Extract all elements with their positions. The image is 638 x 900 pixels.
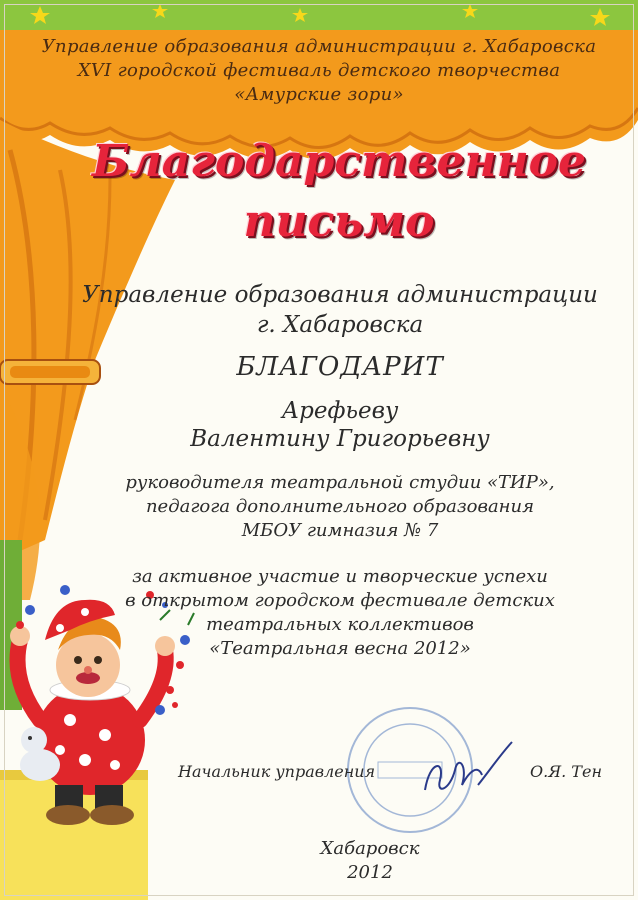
- recipient-name: Валентину Григорьевну: [190, 426, 490, 452]
- position-line-1: руководителя театральной студии «ТИР»,: [125, 472, 555, 493]
- signatory-title: Начальник управления: [178, 762, 376, 781]
- thanks-verb: БЛАГОДАРИТ: [236, 352, 444, 382]
- reason-line-2: в открытом городском фестивале детских: [125, 590, 555, 611]
- footer-year: 2012: [347, 862, 393, 883]
- position-line-3: МБОУ гимназия № 7: [241, 520, 439, 541]
- recipient-surname: Арефьеву: [281, 398, 399, 424]
- header-organization: Управление образования администрации г. Хабаровска: [41, 36, 597, 57]
- title-line-1: Благодарственное: [91, 136, 586, 187]
- position-line-2: педагога дополнительного образования: [145, 496, 535, 517]
- issuer-line-2: г. Хабаровска: [256, 312, 424, 338]
- reason-line-4: «Театральная весна 2012»: [209, 638, 471, 659]
- header-festival: XVI городской фестиваль детского творчества: [77, 60, 561, 81]
- footer-city: Хабаровск: [320, 838, 420, 859]
- reason-line-1: за активное участие и творческие успехи: [132, 566, 548, 587]
- issuer-line-1: Управление образования администрации: [82, 282, 598, 308]
- header-festival-name: «Амурские зори»: [234, 84, 404, 105]
- title-line-2: письмо: [243, 196, 435, 247]
- green-top-band: [0, 0, 638, 30]
- signatory-name: О.Я. Тен: [530, 762, 602, 781]
- reason-line-3: театральных коллективов: [206, 614, 474, 635]
